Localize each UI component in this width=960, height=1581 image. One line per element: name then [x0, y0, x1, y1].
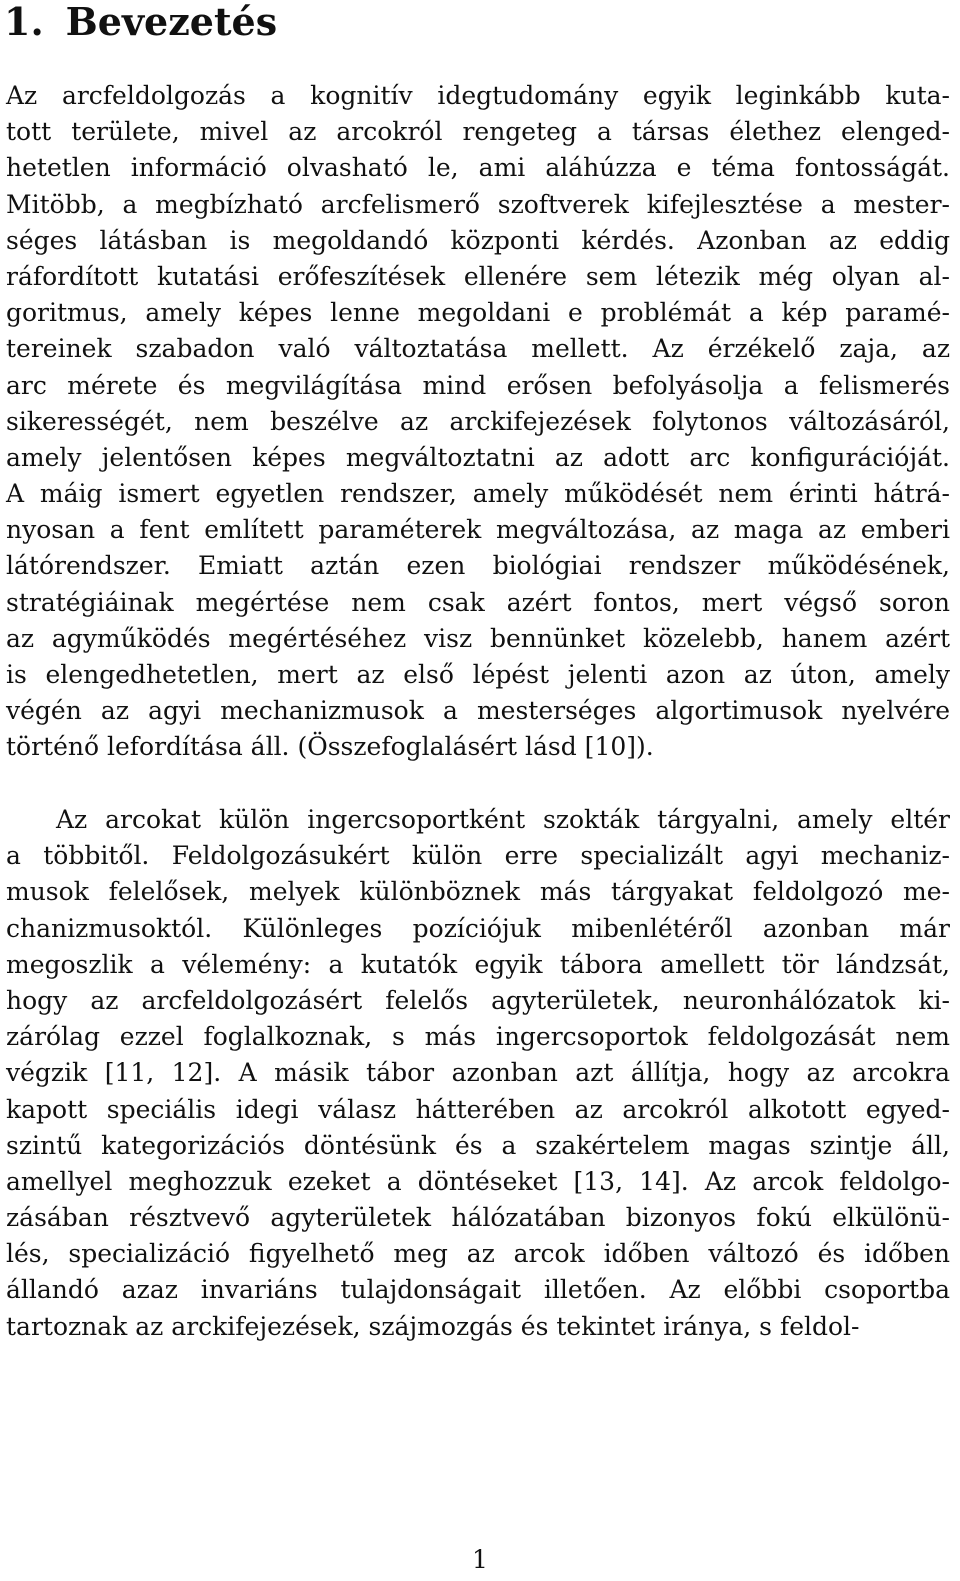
text-line: hetetlen információ olvasható le, ami aláhúzza e téma fontosságát.	[6, 153, 950, 183]
text-line: is elengedhetetlen, mert az első lépést jelenti azon az úton, amely	[6, 660, 950, 689]
text-line: goritmus, amely képes lenne megoldani e problémát a kép paramé-	[6, 298, 950, 328]
section-title: Bevezetés	[65, 0, 278, 44]
text-line: tartoznak az arckifejezések, szájmozgás és tekintet iránya, s feldol-	[6, 1311, 860, 1341]
text-line: kapott speciális idegi válasz hátterében az arcokról alkotott egyed-	[6, 1094, 950, 1124]
text-line: ráfordított kutatási erőfeszítések ellenére sem létezik még olyan al-	[6, 261, 950, 291]
section-number: 1.	[4, 0, 44, 44]
text-line: Az arcokat külön ingercsoportként szokták tárgyalni, amely eltér	[56, 805, 950, 834]
text-line: zárólag ezzel foglalkoznak, s más ingercsoportok feldolgozását nem	[6, 1022, 950, 1052]
text-line: hogy az arcfeldolgozásért felelős agyterületek, neuronhálózatok ki-	[6, 985, 950, 1015]
text-line: amely jelentősen képes megváltoztatni az adott arc konfigurációját.	[6, 442, 950, 472]
text-line: megoszlik a vélemény: a kutatók egyik tábora amellett tör lándzsát,	[6, 949, 950, 979]
text-line: végén az agyi mechanizmusok a mesterséges algortimusok nyelvére	[6, 696, 950, 726]
text-line: az agyműködés megértéséhez visz bennünket közelebb, hanem azért	[6, 623, 950, 653]
text-line: lés, specializáció figyelhető meg az arcok időben változó és időben	[6, 1239, 950, 1269]
text-line: arc mérete és megvilágítása mind erősen befolyásolja a felismerés	[6, 370, 950, 400]
text-line: a többitől. Feldolgozásukért külön erre specializált agyi mechaniz-	[6, 841, 950, 871]
text-line: állandó azaz invariáns tulajdonságait illetően. Az előbbi csoportba	[6, 1275, 950, 1305]
text-line: chanizmusoktól. Különleges pozíciójuk mibenlétéről azonban már	[6, 913, 950, 943]
page-number: 1	[472, 1545, 488, 1574]
text-line: látórendszer. Emiatt aztán ezen biológiai rendszer működésének,	[6, 551, 950, 581]
text-line: végzik [11, 12]. A másik tábor azonban azt állítja, hogy az arcokra	[6, 1058, 950, 1088]
text-line: musok felelősek, melyek különböznek más tárgyakat feldolgozó me-	[6, 877, 950, 907]
text-line: tott területe, mivel az arcokról rengeteg a társas élethez elenged-	[6, 117, 950, 147]
paragraph-2	[6, 802, 950, 1345]
text-line: zásában résztvevő agyterületek hálózatában bizonyos fokú elkülönü-	[6, 1203, 950, 1233]
text-line: tereinek szabadon való változtatása mellett. Az érzékelő zaja, az	[6, 334, 950, 364]
section-heading	[4, 2, 277, 42]
text-line: stratégiáinak megértése nem csak azért fontos, mert végső soron	[6, 587, 950, 617]
text-line: A máig ismert egyetlen rendszer, amely működését nem érinti hátrá-	[6, 479, 950, 509]
text-line: sikerességét, nem beszélve az arckifejezések folytonos változásáról,	[6, 406, 950, 436]
text-line: Az arcfeldolgozás a kognitív idegtudomány egyik leginkább kuta-	[6, 81, 950, 110]
text-line: nyosan a fent említett paraméterek megváltozása, az maga az emberi	[6, 515, 950, 545]
text-line: amellyel meghozzuk ezeket a döntéseket [13, 14]. Az arcok feldolgo-	[6, 1166, 950, 1196]
text-line: szintű kategorizációs döntésünk és a szakértelem magas szintje áll,	[6, 1130, 950, 1160]
text-line: séges látásban is megoldandó központi kérdés. Azonban az eddig	[6, 225, 950, 255]
paragraph-1	[6, 78, 950, 766]
text-line: Mitöbb, a megbízható arcfelismerő szoftverek kifejlesztése a mester-	[6, 189, 950, 219]
text-line: történő lefordítása áll. (Összefoglalásért lásd [10]).	[6, 732, 654, 762]
